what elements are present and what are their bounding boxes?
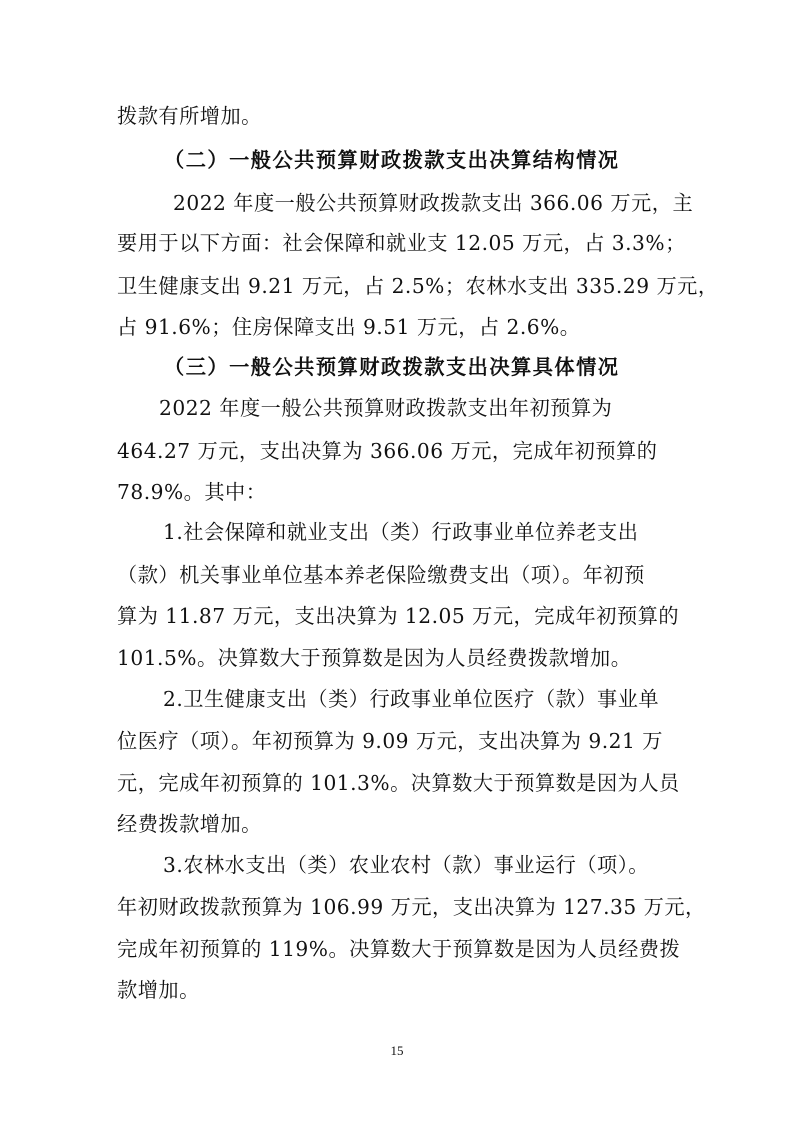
paragraph-line: 卫生健康支出 9.21 万元，占 2.5%；农林水支出 335.29 万元， <box>117 274 719 298</box>
paragraph-line: 款增加。 <box>117 978 200 1002</box>
paragraph-line: 算为 11.87 万元，支出决算为 12.05 万元，完成年初预算的 <box>117 604 680 628</box>
paragraph-line: （款）机关事业单位基本养老保险缴费支出（项）。年初预 <box>117 563 645 587</box>
page-number: 15 <box>390 1043 404 1058</box>
paragraph-line: 元，完成年初预算的 101.3%。决算数大于预算数是因为人员 <box>117 771 680 795</box>
paragraph-line: 2022 年度一般公共预算财政拨款支出年初预算为 <box>159 396 613 420</box>
paragraph-line: 101.5%。决算数大于预算数是因为人员经费拨款增加。 <box>117 646 632 670</box>
paragraph-line: 完成年初预算的 119%。决算数大于预算数是因为人员经费拨 <box>117 937 681 961</box>
paragraph-line: 占 91.6%；住房保障支出 9.51 万元，占 2.6%。 <box>117 315 581 339</box>
paragraph-line: 年初财政拨款预算为 106.99 万元，支出决算为 127.35 万元， <box>117 895 706 919</box>
section-heading-structure: （二）一般公共预算财政拨款支出决算结构情况 <box>164 148 620 172</box>
paragraph-line: 2.卫生健康支出（类）行政事业单位医疗（款）事业单 <box>163 687 660 711</box>
paragraph-line: 拨款有所增加。 <box>117 104 262 128</box>
paragraph-line: 经费拨款增加。 <box>117 812 262 836</box>
paragraph-line: 位医疗（项）。年初预算为 9.09 万元，支出决算为 9.21 万 <box>117 729 663 753</box>
section-heading-details: （三）一般公共预算财政拨款支出决算具体情况 <box>164 355 620 379</box>
paragraph-line: 78.9%。其中： <box>117 480 267 504</box>
paragraph-line: 1.社会保障和就业支出（类）行政事业单位养老支出 <box>163 520 639 544</box>
paragraph-line: 2022 年度一般公共预算财政拨款支出 366.06 万元，主 <box>173 191 694 215</box>
paragraph-line: 要用于以下方面：社会保障和就业支 12.05 万元，占 3.3%； <box>117 231 686 255</box>
paragraph-line: 464.27 万元，支出决算为 366.06 万元，完成年初预算的 <box>117 439 658 463</box>
paragraph-line: 3.农林水支出（类）农业农村（款）事业运行（项）。 <box>163 853 649 877</box>
